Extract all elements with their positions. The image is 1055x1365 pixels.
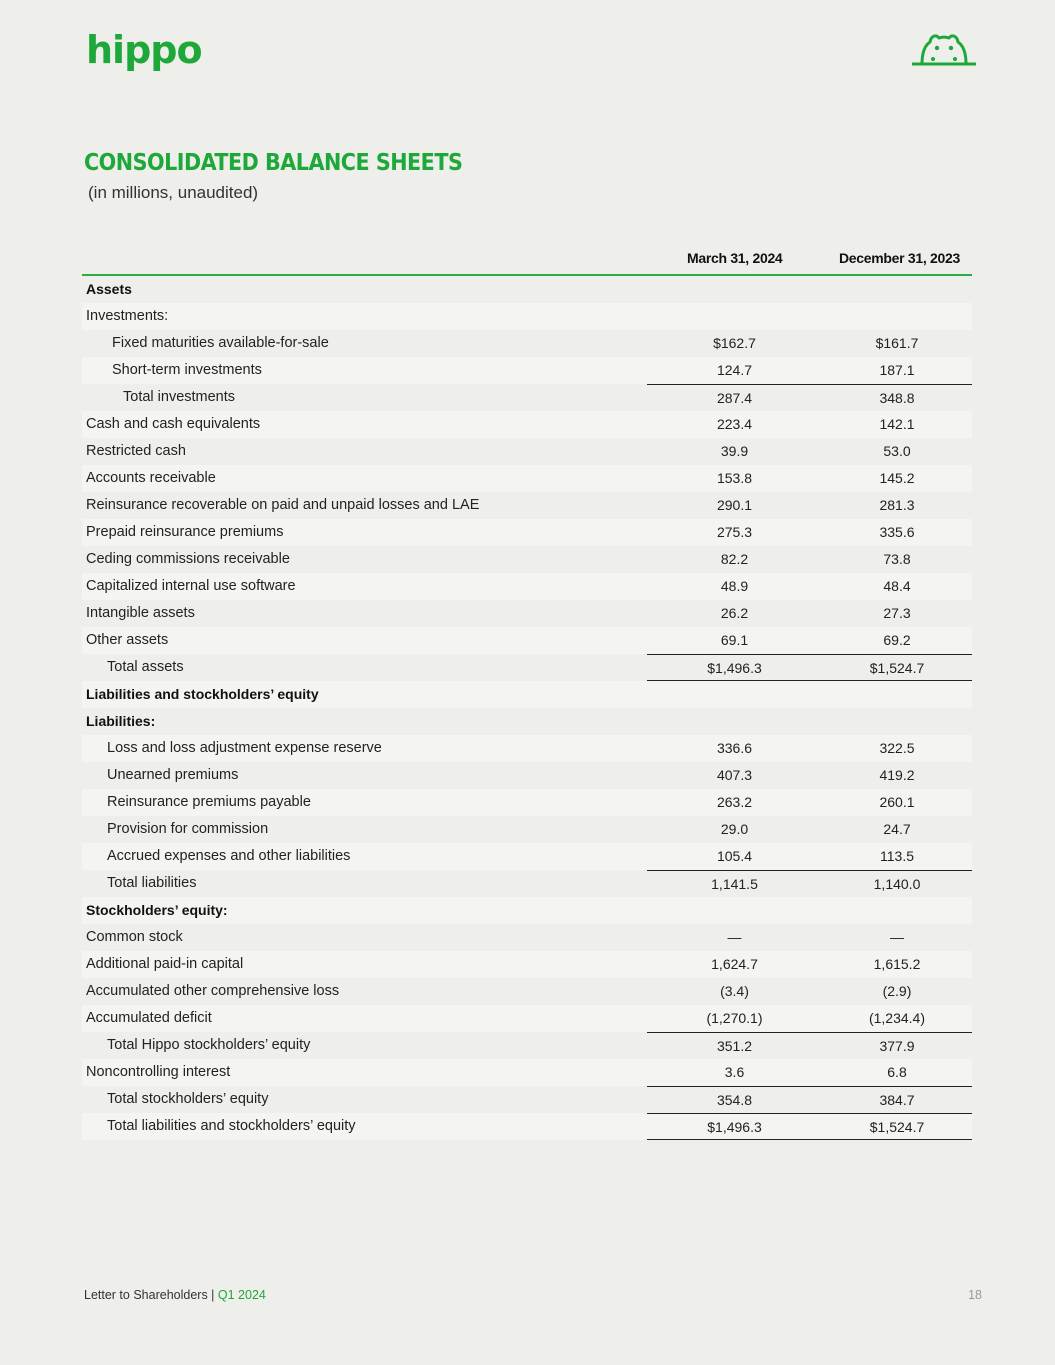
value-march-2024: 351.2 [647,1032,822,1059]
value-march-2024: 153.8 [716,470,753,486]
value-march-2024: 1,141.5 [647,870,822,897]
column-header-march-2024: March 31, 2024 [687,250,783,266]
row-label: Accounts receivable [86,470,216,486]
value-march-2024: (3.4) [720,983,749,999]
value-march-2024: 39.9 [720,443,749,459]
table-row [82,303,972,330]
value-march-2024: 82.2 [720,551,749,567]
value-march-2024: 26.2 [720,605,749,621]
row-label: Provision for commission [107,821,269,837]
value-december-2023: 322.5 [879,740,915,756]
value-march-2024: 287.4 [647,384,822,411]
value-december-2023 [822,276,972,303]
table-row [82,681,972,708]
table-row [82,627,972,654]
table-header [82,244,972,276]
value-december-2023: 6.8 [887,1064,907,1080]
value-march-2024: 3.6 [724,1064,745,1080]
value-december-2023: 1,140.0 [822,870,972,897]
row-label: Total liabilities and stockholders’ equity [107,1118,356,1134]
value-march-2024: 124.7 [716,362,753,378]
table-row [82,843,972,870]
table-row [82,519,972,546]
row-label: Total Hippo stockholders’ equity [107,1037,311,1053]
value-december-2023: 260.1 [879,794,915,810]
row-label: Total assets [107,659,184,675]
table-row [82,924,972,951]
footer-label [84,1288,266,1302]
value-december-2023: 113.5 [880,848,914,864]
value-march-2024: $162.7 [713,335,756,351]
value-march-2024: 290.1 [716,497,753,513]
column-header-december-2023: December 31, 2023 [839,250,960,266]
row-label: Liabilities: [86,713,156,729]
value-december-2023: 69.2 [883,632,911,648]
row-label: Restricted cash [86,443,186,459]
page-title: CONSOLIDATED BALANCE SHEETS [84,150,463,176]
value-december-2023: 377.9 [822,1032,972,1059]
value-december-2023: 281.3 [879,497,915,513]
value-march-2024: 48.9 [720,578,749,594]
hippo-logo: hippo [86,28,202,72]
value-december-2023: $161.7 [875,335,919,351]
value-december-2023: 335.6 [879,524,915,540]
row-label: Intangible assets [86,605,195,621]
table-row [82,330,972,357]
footer-text: Letter to Shareholders | [84,1288,215,1302]
value-december-2023 [822,681,972,708]
page-number: 18 [968,1288,982,1302]
value-december-2023: 27.3 [883,605,911,621]
table-row [82,465,972,492]
value-march-2024: 336.6 [716,740,753,756]
table-row [82,735,972,762]
table-row [82,384,972,411]
table-row [82,1113,972,1140]
table-row [82,1086,972,1113]
value-december-2023: 384.7 [822,1086,972,1113]
row-label: Ceding commissions receivable [86,551,290,567]
row-label: Total liabilities [107,875,197,891]
table-row [82,654,972,681]
table-row [82,762,972,789]
row-label: Reinsurance premiums payable [107,794,311,810]
value-december-2023: 187.1 [879,362,915,378]
row-label: Total stockholders’ equity [107,1091,269,1107]
row-label: Fixed maturities available-for-sale [112,335,329,351]
table-row [82,573,972,600]
table-row [82,870,972,897]
row-label: Accumulated deficit [86,1010,212,1026]
table-row [82,1032,972,1059]
table-row [82,276,972,303]
value-march-2024: 223.4 [716,416,753,432]
value-december-2023: (2.9) [882,983,912,999]
table-row [82,897,972,924]
value-december-2023: 145.2 [879,470,915,486]
row-label: Total investments [123,389,236,405]
table-row [82,1059,972,1086]
value-march-2024: 1,624.7 [711,956,758,972]
row-label: Investments: [86,308,169,324]
row-label: Loss and loss adjustment expense reserve [107,740,382,756]
value-march-2024: 275.3 [716,524,753,540]
value-december-2023: $1,524.7 [822,1113,972,1140]
table-body [82,276,972,1140]
table-row [82,708,972,735]
value-december-2023: 1,615.2 [873,956,921,972]
table-row [82,492,972,519]
value-march-2024 [647,681,822,708]
page-subtitle: (in millions, unaudited) [88,183,259,202]
value-december-2023: $1,524.7 [822,654,972,681]
row-label: Reinsurance recoverable on paid and unpaid losses and LAE [86,497,480,513]
row-label: Short-term investments [112,362,262,378]
table-row [82,438,972,465]
row-label: Additional paid-in capital [86,956,244,972]
row-label: Noncontrolling interest [86,1064,231,1080]
balance-sheet-table [82,244,972,1140]
row-label: Capitalized internal use software [86,578,296,594]
row-label: Common stock [86,929,183,945]
row-label: Accumulated other comprehensive loss [86,983,340,999]
value-december-2023 [822,897,972,924]
value-march-2024: 407.3 [716,767,753,783]
table-row [82,357,972,384]
value-december-2023: 419.2 [879,767,915,783]
value-march-2024: 69.1 [720,632,749,648]
value-december-2023: 24.7 [883,821,911,837]
value-march-2024 [647,276,822,303]
value-march-2024: $1,496.3 [647,1113,822,1140]
value-december-2023: 142.1 [879,416,915,432]
value-march-2024: — [727,929,742,945]
table-row [82,816,972,843]
value-march-2024: 29.0 [720,821,749,837]
row-label: Liabilities and stockholders’ equity [86,686,319,702]
row-label: Other assets [86,632,169,648]
value-march-2024: $1,496.3 [647,654,822,681]
hippo-head-icon [910,30,978,68]
value-march-2024: 263.2 [716,794,753,810]
table-row [82,978,972,1005]
table-row [82,600,972,627]
value-march-2024 [647,897,822,924]
value-december-2023: — [890,929,904,945]
value-december-2023: 348.8 [822,384,972,411]
row-label: Unearned premiums [107,767,239,783]
value-december-2023 [822,303,972,330]
row-label: Stockholders’ equity: [86,902,228,918]
table-row [82,546,972,573]
value-december-2023: 73.8 [883,551,911,567]
value-march-2024 [647,708,822,735]
value-december-2023: 53.0 [883,443,911,459]
row-label: Assets [86,281,132,297]
value-december-2023: (1,234.4) [868,1010,926,1026]
value-march-2024: (1,270.1) [706,1010,763,1026]
value-march-2024 [647,303,822,330]
footer-quarter: Q1 2024 [217,1288,266,1302]
row-label: Prepaid reinsurance premiums [86,524,284,540]
table-row [82,1005,972,1032]
value-march-2024: 105.4 [716,848,753,864]
value-december-2023 [822,708,972,735]
table-row [82,411,972,438]
table-row [82,789,972,816]
row-label: Accrued expenses and other liabilities [107,848,351,864]
value-december-2023: 48.4 [883,578,911,594]
row-label: Cash and cash equivalents [86,416,261,432]
table-row [82,951,972,978]
value-march-2024: 354.8 [647,1086,822,1113]
